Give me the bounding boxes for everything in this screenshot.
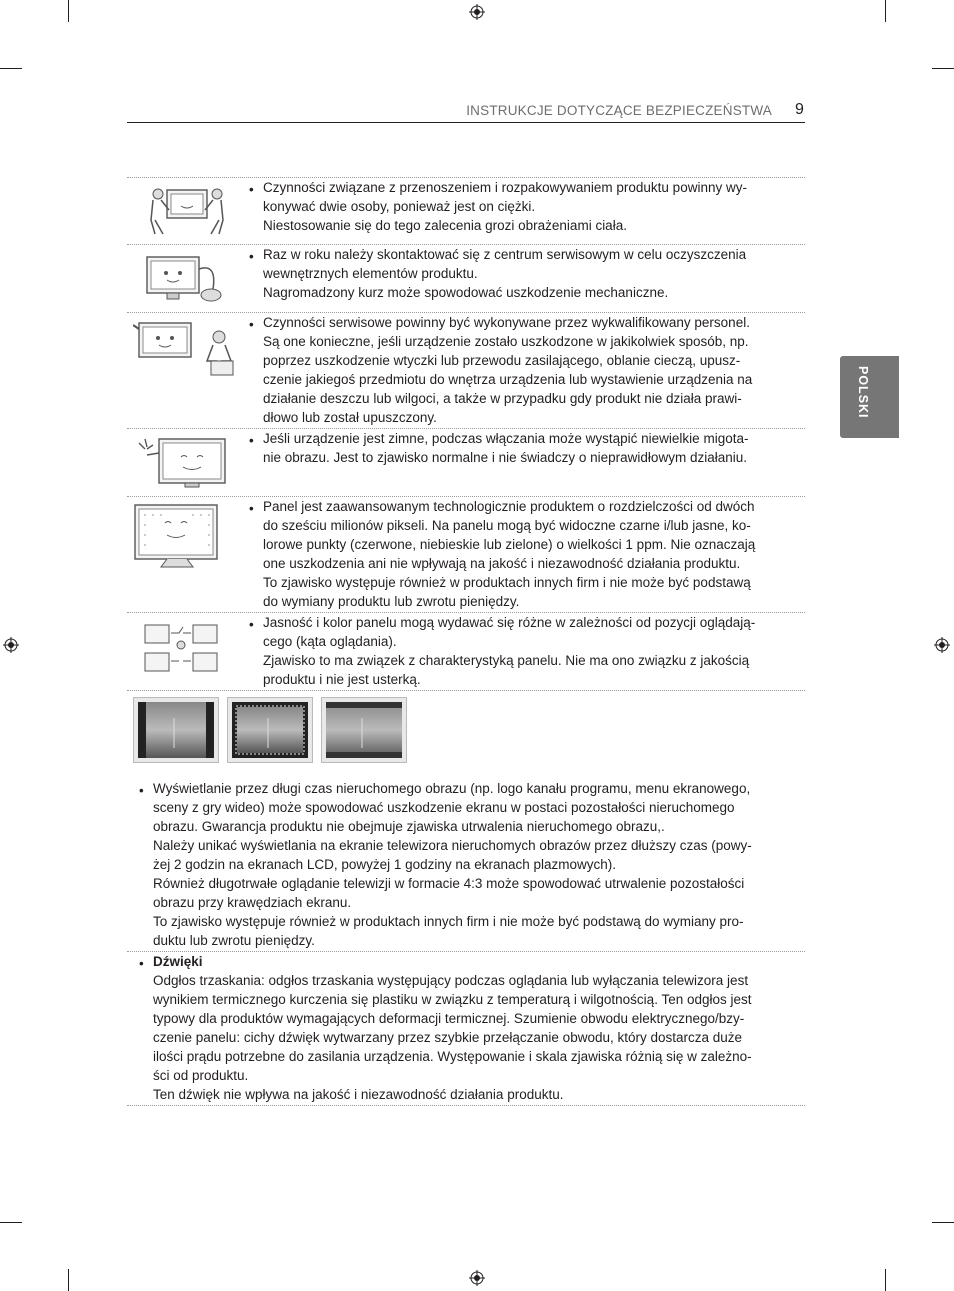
registration-mark-icon	[3, 637, 19, 653]
bullet-marker: •	[249, 617, 254, 632]
registration-mark-icon	[934, 637, 950, 653]
crop-mark	[885, 1269, 886, 1291]
running-header-title: INSTRUKCJE DOTYCZĄCE BEZPIECZEŃSTWA	[466, 103, 772, 118]
row-divider	[127, 690, 805, 691]
burn-in-example-image	[133, 697, 219, 763]
bullet-marker: •	[139, 783, 144, 798]
tv-vacuum-cleaning-icon	[133, 249, 237, 309]
crop-mark	[0, 1222, 22, 1223]
tv-viewing-angle-icon	[133, 617, 237, 677]
crop-mark	[0, 68, 22, 69]
bullet-marker: •	[249, 182, 254, 197]
tv-service-technician-icon	[133, 317, 237, 379]
crop-mark	[932, 1222, 954, 1223]
row-text: Panel jest zaawansowanym technologicznie produktem o rozdzielczości od dwóch do sześciu milionów pikseli. Na panelu mogą być widoczne czarne i/lub jasne, ko- lorowe punkty (czerwone, niebieskie lub zielone) o wielkości 1 ppm. Nie oznaczają one uszkodzenia ani nie wpływają na jakość i niezawodność działania produktu. To zjawisko występuje również w produktach innych firm i nie może być podstawą do wymiany produktu lub zwrotu pieniędzy.	[263, 499, 756, 609]
row-text: Raz w roku należy skontaktować się z centrum serwisowym w celu oczyszczenia wewnętrznych elementów produktu. Nagromadzony kurz może spowodować uszkodzenie mechaniczne.	[263, 247, 747, 300]
table-row	[127, 428, 805, 496]
language-tab-label: POLSKI	[856, 366, 870, 419]
burn-in-example-image	[321, 697, 407, 763]
bullet-marker: •	[249, 433, 254, 448]
crop-mark	[68, 0, 69, 22]
table-row	[127, 612, 805, 691]
registration-mark-icon	[469, 4, 485, 20]
burn-in-example-image	[227, 697, 313, 763]
page-number: 9	[795, 101, 804, 118]
sounds-text: Dźwięki Odgłos trzaskania: odgłos trzaskania występujący podczas oglądania lub wyłączania telewizora jest wynikiem termicznego kurczenia się plastiku w związku z temperaturą i wilgotnością. Ten odgłos jest typowy dla produktów wymagających deformacji termicznej. Szumienie obwodu elektrycznego/bzy- czenie panelu: cichy dźwięk wytwarzany przez szybkie przełączanie obwodu, który dostarcza duże ilości prądu potrzebne do zasilania urządzenia. Występowanie i skala zjawiska różnią się w zależno- ści od produktu. Ten dźwięk nie wpływa na jakość i niezawodność działania produktu.	[153, 954, 752, 1102]
crop-mark	[885, 0, 886, 22]
header-rule	[127, 122, 805, 123]
crop-mark	[68, 1269, 69, 1291]
table-row	[127, 312, 805, 429]
registration-mark-icon	[469, 1270, 485, 1286]
bullet-marker: •	[249, 501, 254, 516]
row-text: Czynności związane z przenoszeniem i rozpakowywaniem produktu powinny wy- konywać dwie osoby, ponieważ jest on ciężki. Niestosowanie się do tego zalecenia grozi obrażeniami ciała.	[263, 180, 747, 233]
sounds-heading: Dźwięki	[153, 954, 203, 969]
row-text: Jasność i kolor panelu mogą wydawać się różne w zależności od pozycji oglądają- cego (kąta oglądania). Zjawisko to ma związek z charakterystyką panelu. Nie ma ono związku z jakością produktu i nie jest usterką.	[263, 615, 756, 687]
table-row	[127, 496, 805, 613]
two-people-carrying-tv-icon	[133, 182, 237, 242]
burn-in-text: Wyświetlanie przez długi czas nieruchomego obrazu (np. logo kanału programu, menu ekranowego, sceny z gry wideo) może spowodować uszkodzenie ekranu w postaci pozostałości nieruchomego obrazu. Gwarancja produktu nie obejmuje zjawiska utrwalenia nieruchomego obrazu,. Należy unikać wyświetlania na ekranie telewizora nieruchomych obrazów przez dłuższy czas (powy- żej 2 godzin na ekranach LCD, powyżej 1 godziny na ekranach plazmowych). Również długotrwałe oglądanie telewizji w formacie 4:3 może spowodować utrwalenie pozostałości obrazu przy krawędziach ekranu. To zjawisko występuje również w produktach innych firm i nie może być podstawą do wymiany pro- duktu lub zwrotu pieniędzy.	[153, 781, 752, 948]
bullet-marker: •	[249, 317, 254, 332]
table-row	[127, 177, 805, 244]
table-row	[127, 244, 805, 313]
tv-panel-pixels-icon	[133, 501, 237, 571]
cold-tv-flicker-icon	[133, 433, 237, 493]
row-text: Jeśli urządzenie jest zimne, podczas włączania może wystąpić niewielkie migota- nie obrazu. Jest to zjawisko normalne i nie świadczy o nieprawidłowym działaniu.	[263, 431, 749, 465]
crop-mark	[932, 68, 954, 69]
section-bottom-rule	[127, 1105, 805, 1106]
row-text: Czynności serwisowe powinny być wykonywane przez wykwalifikowany personel. Są one konieczne, jeśli urządzenie zostało uszkodzone w jakikolwiek sposób, np. poprzez uszkodzenie wtyczki lub przewodu zasilającego, oblanie cieczą, upusz- czenie jakiegoś przedmiotu do wnętrza urządzenia lub wystawienie urządzenia na działanie deszczu lub wilgoci, a także w przypadku gdy produkt nie działa prawi- dłowo lub został upuszczony.	[263, 315, 753, 425]
bullet-marker: •	[139, 956, 144, 971]
language-tab	[840, 356, 899, 438]
bullet-marker: •	[249, 249, 254, 264]
